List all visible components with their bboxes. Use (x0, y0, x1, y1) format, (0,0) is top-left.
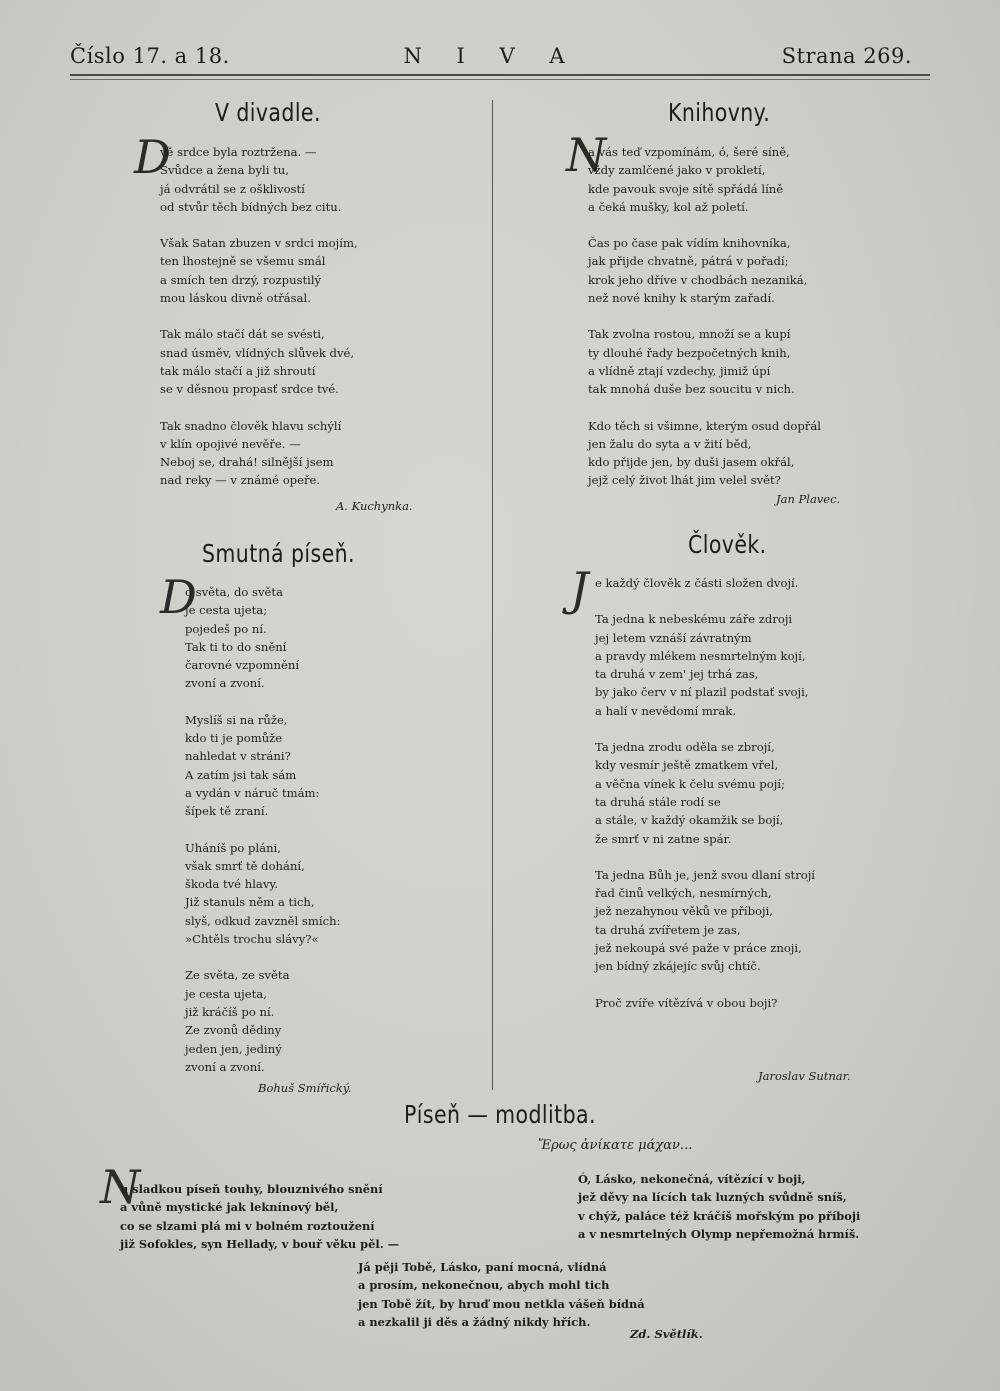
poem-line: Neboj se, drahá! silnější jsem (160, 455, 334, 470)
drop-initial: D (160, 570, 197, 624)
poem-line: vě srdce byla roztržena. — (160, 145, 317, 159)
poem-line: Ta jedna Bůh je, jenž svou dlaní strojí (595, 867, 816, 882)
drop-initial: D (134, 130, 171, 184)
poem-line: a čeká mušky, kol až poletí. (588, 199, 749, 214)
stanza-break (185, 693, 340, 711)
poem-line: ten lhostejně se všemu smál (160, 254, 326, 269)
poem-line: řad činů velkých, nesmírných, (595, 886, 772, 901)
poem-line: ta druhá zvířetem je zas, (595, 922, 741, 937)
page-number: Strana 269. (781, 44, 912, 68)
issue-number: Číslo 17. a 18. (70, 44, 230, 68)
poem-line: krok jeho dříve v chodbách nezaniká, (588, 272, 808, 287)
poem-line: já odvrátil se z ošklivostí (160, 181, 305, 196)
poem-line: v chýž, paláce též kráčíš mořským po příboji (578, 1208, 861, 1223)
poem-line: Ze světa, ze světa (185, 968, 290, 983)
poem-line: co se slzami plá mi v bolném roztoužení (120, 1218, 375, 1233)
stanza-break (595, 848, 815, 866)
column-divider (492, 100, 493, 1090)
poem-line: mou láskou divně otřásal. (160, 291, 311, 306)
poem-title-smutna-pisen: Smutná píseň. (202, 539, 355, 568)
poem-line: jež nezahynou věků ve příboji, (595, 904, 773, 919)
poem-line: ta druhá v zem' jej trhá zas, (595, 667, 759, 682)
poem-line: ta druhá stále rodí se (595, 794, 721, 809)
page-header (70, 44, 912, 78)
poem-text-v-divadle (160, 143, 358, 490)
stanza-break (588, 307, 821, 325)
poem-line: Tak zvolna rostou, množí se a kupí (588, 327, 791, 342)
poem-line: o světa, do světa (185, 585, 283, 599)
poem-line: tak málo stačí a již shroutí (160, 363, 316, 378)
poem-text-knihovny (588, 143, 821, 490)
poem-line: je cesta ujeta, (185, 986, 267, 1001)
poem-line: jak přijde chvatně, pátrá v pořadí; (588, 254, 789, 269)
poem-title-clovek: Člověk. (688, 530, 767, 559)
poem-line: a smích ten drzý, rozpustilý (160, 272, 322, 287)
poem-title-knihovny: Knihovny. (668, 98, 771, 127)
poem-line: kdo ti je pomůže (185, 731, 283, 746)
poem-text-center (358, 1258, 645, 1331)
stanza-break (595, 976, 815, 994)
poem-line: kdy vesmír ještě zmatkem vřel, (595, 758, 779, 773)
drop-initial: N (100, 1160, 141, 1214)
poem-line: zvoní a zvoní. (185, 676, 265, 691)
poem-line: Já pěji Tobě, Lásko, paní mocná, vlídná (358, 1260, 607, 1274)
poem-title-v-divadle: V divadle. (215, 98, 321, 127)
poem-line: a halí v nevědomí mrak. (595, 703, 736, 718)
poem-line: od stvůr těch bídných bez citu. (160, 199, 342, 214)
poem-author: Jan Plavec. (776, 492, 841, 506)
poem-line: Ze zvonů dědiny (185, 1023, 282, 1038)
poem-text-smutna-pisen (185, 583, 340, 1076)
poem-line: slyš, odkud zavzněl smích: (185, 913, 341, 928)
poem-line: Ta jedna zrodu oděla se zbrojí, (595, 740, 775, 755)
poem-line: a vydán v náruč tmám: (185, 785, 320, 800)
poem-text-right (578, 1170, 860, 1243)
stanza-break (595, 720, 815, 738)
poem-line: šípek tě zraní. (185, 804, 269, 819)
poem-title-pisen-modlitba: Píseň — modlitba. (404, 1100, 596, 1129)
poem-line: A zatím jsi tak sám (185, 767, 297, 782)
poem-line: a pravdy mlékem nesmrtelným kojí, (595, 648, 806, 663)
poem-line: Tak málo stačí dát se svésti, (160, 327, 325, 342)
poem-line: a vás teď vzpomínám, ó, šeré síně, (588, 145, 790, 159)
poem-line: škoda tvé hlavy. (185, 877, 279, 892)
poem-line: a v nesmrtelných Olymp nepřemožná hrmíš. (578, 1226, 860, 1241)
poem-text-left (120, 1180, 399, 1253)
poem-text-clovek (595, 574, 815, 1012)
poem-line: snad úsměv, vlídných slůvek dvé, (160, 345, 355, 360)
poem-line: pojedeš po ní. (185, 621, 267, 636)
poem-line: e každý člověk z části složen dvojí. (595, 576, 799, 590)
journal-title: N I V A (403, 44, 579, 68)
poem-line: nad reky — v známé opeře. (160, 473, 321, 488)
poem-line: jež nekoupá své paže v práce znoji, (595, 941, 802, 956)
poem-line: a stále, v každý okamžik se bojí, (595, 813, 784, 828)
poem-line: jen žalu do syta a v žití běd, (588, 436, 752, 451)
poem-epigraph: Ἔρως ἀνίκατε μάχαν... (538, 1138, 693, 1153)
poem-line: by jako červ v ní plazil podstať svoji, (595, 685, 809, 700)
poem-line: jej letem vznáší závratným (595, 630, 752, 645)
poem-line: v klín opojivé nevěře. — (160, 436, 301, 451)
header-rule (70, 74, 930, 76)
poem-author: Jaroslav Sutnar. (758, 1069, 851, 1083)
poem-line: Ta jedna k nebeskému záře zdroji (595, 612, 793, 627)
poem-line: a vlídně ztají vzdechy, jimiž úpí (588, 363, 771, 378)
poem-line: jež děvy na lících tak luzných svůdně sníš, (578, 1190, 847, 1205)
poem-line: jejž celý život lhát jim velel svět? (588, 473, 781, 488)
poem-line: Myslíš si na růže, (185, 712, 288, 727)
poem-line: než nové knihy k starým zařadí. (588, 291, 775, 306)
poem-line: Tak ti to do snění (185, 639, 287, 654)
stanza-break (588, 399, 821, 417)
stanza-break (160, 216, 358, 234)
poem-line: tak mnohá duše bez soucitu v nich. (588, 382, 795, 397)
drop-initial: J (570, 562, 589, 616)
poem-line: že smrť v ni zatne spár. (595, 831, 732, 846)
poem-line: jen Tobě žít, by hruď mou netkla vášeň bídná (358, 1296, 645, 1311)
poem-line: a věčna vínek k čelu svému pojí; (595, 776, 785, 791)
poem-author: A. Kuchynka. (336, 499, 413, 513)
poem-line: Uháníš po pláni, (185, 840, 281, 855)
stanza-break (160, 399, 358, 417)
poem-line: jen bídný zkájejíc svůj chtíč. (595, 959, 761, 974)
poem-line: jeden jen, jediný (185, 1041, 282, 1056)
poem-line: již Sofokles, syn Hellady, v bouř věku pěl. — (120, 1236, 400, 1251)
poem-line: Ó, Lásko, nekonečná, vítězící v boji, (578, 1172, 806, 1186)
poem-line: a prosím, nekonečnou, abych mohl tich (358, 1278, 610, 1293)
poem-line: kde pavouk svoje sítě spřádá líně (588, 181, 784, 196)
poem-line: a vůně mystické jak leknínový běl, (120, 1200, 339, 1215)
stanza-break (588, 216, 821, 234)
poem-line: »Chtěls trochu slávy?« (185, 932, 319, 947)
poem-line: nahledat v stráni? (185, 749, 291, 764)
poem-author: Bohuš Smířický. (258, 1081, 352, 1095)
stanza-break (595, 592, 815, 610)
drop-initial: N (566, 128, 607, 182)
poem-line: čarovné vzpomnění (185, 658, 300, 673)
poem-line: však smrť tě dohání, (185, 858, 305, 873)
poem-line: ty dlouhé řady bezpočetných knih, (588, 345, 791, 360)
poem-line: Čas po čase pak vídím knihovníka, (588, 236, 791, 251)
poem-line: Kdo těch si všimne, kterým osud dopřál (588, 418, 821, 433)
poem-line: Svůdce a žena byli tu, (160, 163, 289, 178)
stanza-break (185, 948, 340, 966)
header-rule-thin (70, 79, 930, 80)
poem-line: Již stanuls něm a tich, (185, 895, 315, 910)
poem-line: u sladkou píseň touhy, blouznivého snění (120, 1182, 383, 1196)
poem-line: a nezkalil ji děs a žádný nikdy hřích. (358, 1314, 591, 1329)
poem-line: Tak snadno člověk hlavu schýlí (160, 418, 342, 433)
poem-line: Proč zvíře vítězívá v obou boji? (595, 995, 778, 1010)
poem-line: se v děsnou propasť srdce tvé. (160, 382, 339, 397)
poem-line: již kráčíš po ní. (185, 1004, 275, 1019)
poem-line: vždy zamlčené jako v prokletí, (588, 163, 766, 178)
stanza-break (185, 821, 340, 839)
poem-line: kdo přijde jen, by duši jasem okřál, (588, 455, 795, 470)
poem-line: zvoní a zvoní. (185, 1059, 265, 1074)
stanza-break (160, 307, 358, 325)
poem-line: je cesta ujeta; (185, 603, 268, 618)
poem-line: Však Satan zbuzen v srdci mojím, (160, 236, 358, 251)
poem-author: Zd. Světlík. (630, 1327, 703, 1341)
